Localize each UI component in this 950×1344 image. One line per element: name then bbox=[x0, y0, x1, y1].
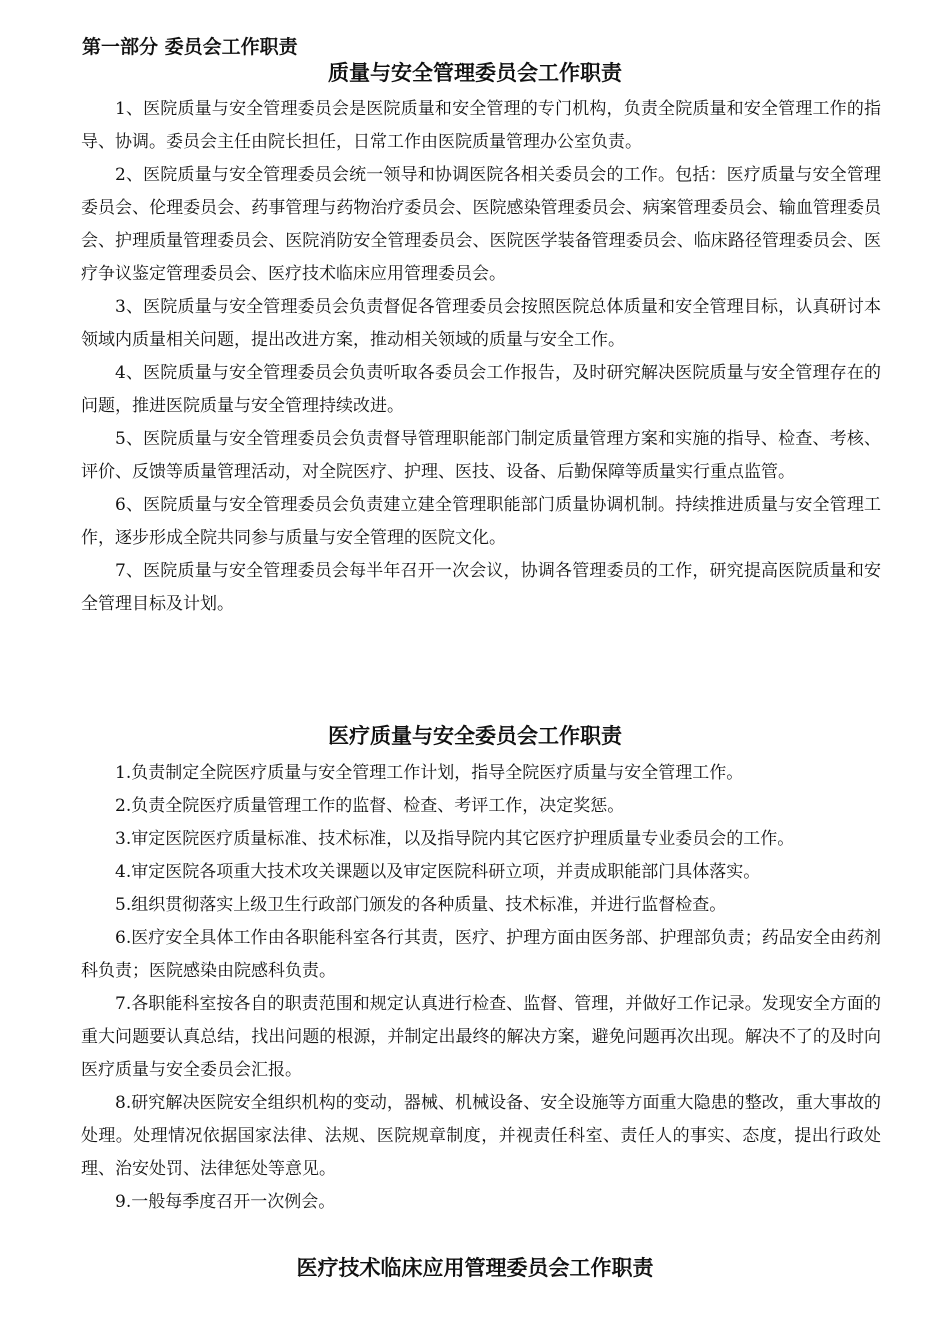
paragraph: 4、医院质量与安全管理委员会负责听取各委员会工作报告，及时研究解决医院质量与安全管理存在的问题，推进医院质量与安全管理持续改进。 bbox=[81, 363, 881, 416]
paragraph: 6、医院质量与安全管理委员会负责建立建全管理职能部门质量协调机制。持续推进质量与安全管理工作，逐步形成全院共同参与质量与安全管理的医院文化。 bbox=[81, 495, 881, 548]
section-title: 医疗质量与安全委员会工作职责 bbox=[328, 724, 622, 748]
paragraph: 1.负责制定全院医疗质量与安全管理工作计划，指导全院医疗质量与安全管理工作。 bbox=[115, 763, 744, 783]
paragraph: 6.医疗安全具体工作由各职能科室各行其责，医疗、护理方面由医务部、护理部负责；药品安全由药剂科负责；医院感染由院感科负责。 bbox=[81, 928, 881, 981]
section-body bbox=[81, 757, 881, 1219]
section-title: 医疗技术临床应用管理委员会工作职责 bbox=[296, 1256, 654, 1280]
paragraph: 4.审定医院各项重大技术攻关课题以及审定医院科研立项，并责成职能部门具体落实。 bbox=[115, 862, 761, 882]
part-heading: 第一部分 委员会工作职责 bbox=[82, 36, 298, 58]
paragraph: 7.各职能科室按各自的职责范围和规定认真进行检查、监督、管理，并做好工作记录。发现安全方面的重大问题要认真总结，找出问题的根源，并制定出最终的解决方案，避免问题再次出现。解决不了的及时向医疗质量与安全委员会汇报。 bbox=[81, 994, 881, 1080]
paragraph: 5、医院质量与安全管理委员会负责督导管理职能部门制定质量管理方案和实施的指导、检查、考核、评价、反馈等质量管理活动，对全院医疗、护理、医技、设备、后勤保障等质量实行重点监管。 bbox=[81, 429, 881, 482]
paragraph: 3.审定医院医疗质量标准、技术标准，以及指导院内其它医疗护理质量专业委员会的工作。 bbox=[115, 829, 795, 849]
paragraph: 2.负责全院医疗质量管理工作的监督、检查、考评工作，决定奖惩。 bbox=[115, 796, 625, 816]
paragraph: 7、医院质量与安全管理委员会每半年召开一次会议，协调各管理委员的工作，研究提高医院质量和安全管理目标及计划。 bbox=[81, 561, 881, 614]
paragraph: 9.一般每季度召开一次例会。 bbox=[115, 1192, 336, 1212]
paragraph: 3、医院质量与安全管理委员会负责督促各管理委员会按照医院总体质量和安全管理目标，认真研讨本领域内质量相关问题，提出改进方案，推动相关领域的质量与安全工作。 bbox=[81, 297, 881, 350]
section-body bbox=[81, 93, 881, 621]
paragraph: 5.组织贯彻落实上级卫生行政部门颁发的各种质量、技术标准，并进行监督检查。 bbox=[115, 895, 727, 915]
paragraph: 8.研究解决医院安全组织机构的变动，器械、机械设备、安全设施等方面重大隐患的整改，重大事故的处理。处理情况依据国家法律、法规、医院规章制度，并视责任科室、责任人的事实、态度，提出行政处理、治安处罚、法律惩处等意见。 bbox=[81, 1093, 881, 1179]
section-title: 质量与安全管理委员会工作职责 bbox=[328, 61, 622, 85]
paragraph: 2、医院质量与安全管理委员会统一领导和协调医院各相关委员会的工作。包括：医疗质量与安全管理委员会、伦理委员会、药事管理与药物治疗委员会、医院感染管理委员会、病案管理委员会、输血管理委员会、护理质量管理委员会、医院消防安全管理委员会、医院医学装备管理委员会、临床路径管理委员会、医疗争议鉴定管理委员会、医疗技术临床应用管理委员会。 bbox=[81, 165, 881, 284]
paragraph: 1、医院质量与安全管理委员会是医院质量和安全管理的专门机构，负责全院质量和安全管理工作的指导、协调。委员会主任由院长担任，日常工作由医院质量管理办公室负责。 bbox=[81, 99, 881, 152]
